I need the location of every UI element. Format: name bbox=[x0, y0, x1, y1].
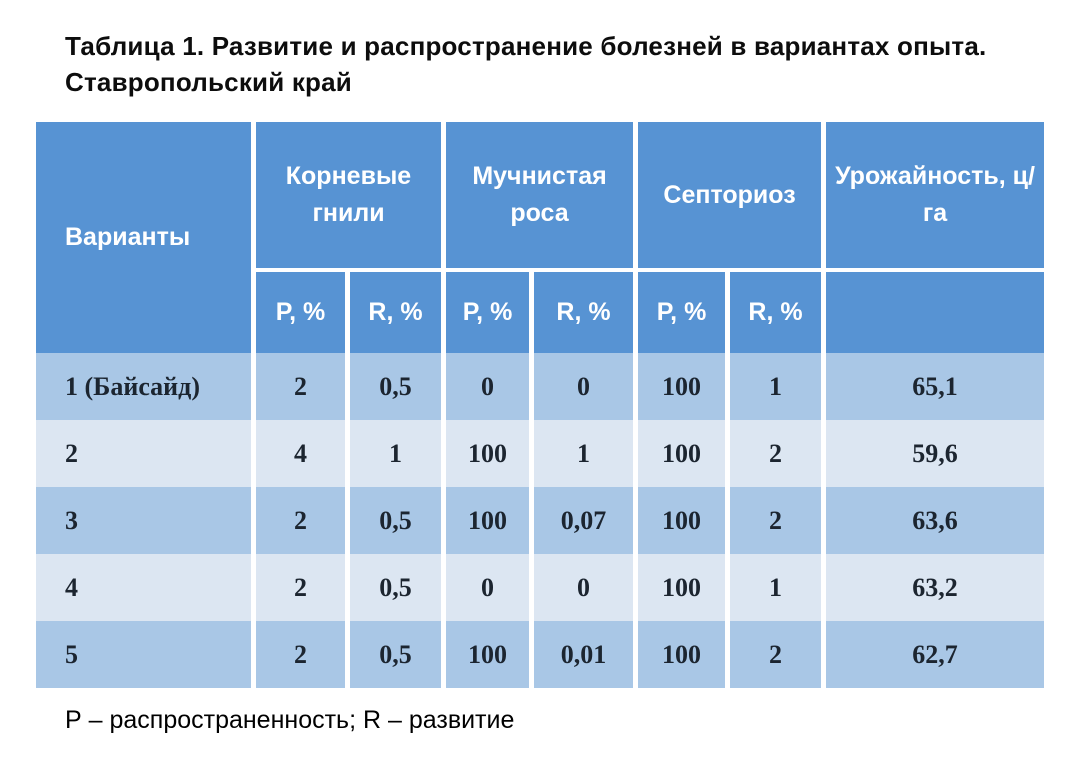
value-cell: 2 bbox=[256, 353, 350, 420]
table-row bbox=[36, 621, 1044, 688]
table-header bbox=[36, 122, 1044, 353]
table-title: Таблица 1. Развитие и распространение болезней в вариантах опыта. Ставропольский край bbox=[65, 31, 987, 97]
yield-cell: 63,6 bbox=[826, 487, 1044, 554]
value-cell: 0 bbox=[446, 554, 534, 621]
group-header-powdery-mildew: Мучнистая роса bbox=[446, 122, 638, 272]
subheader-empty-cell bbox=[826, 272, 1044, 353]
value-cell: 0,01 bbox=[534, 621, 638, 688]
value-cell: 2 bbox=[256, 621, 350, 688]
yield-cell: 65,1 bbox=[826, 353, 1044, 420]
table-body bbox=[36, 353, 1044, 688]
corner-header-variants: Варианты bbox=[36, 122, 256, 353]
value-cell: 2 bbox=[730, 621, 826, 688]
table-row bbox=[36, 487, 1044, 554]
subheader-powdery-mildew-r: R, % bbox=[534, 272, 638, 353]
value-cell: 0,5 bbox=[350, 353, 446, 420]
value-cell: 100 bbox=[638, 621, 730, 688]
footnote: Р – распространенность; R – развитие bbox=[65, 706, 515, 734]
table-row bbox=[36, 420, 1044, 487]
value-cell: 2 bbox=[730, 420, 826, 487]
value-cell: 100 bbox=[446, 487, 534, 554]
yield-cell: 59,6 bbox=[826, 420, 1044, 487]
value-cell: 1 bbox=[730, 353, 826, 420]
value-cell: 0,5 bbox=[350, 487, 446, 554]
value-cell: 100 bbox=[446, 621, 534, 688]
value-cell: 100 bbox=[638, 487, 730, 554]
variant-cell: 1 (Байсайд) bbox=[36, 353, 256, 420]
data-table bbox=[36, 122, 1044, 688]
variant-cell: 3 bbox=[36, 487, 256, 554]
group-header-root-rots: Корневые гнили bbox=[256, 122, 446, 272]
table-row bbox=[36, 353, 1044, 420]
value-cell: 2 bbox=[256, 554, 350, 621]
group-header-septoria: Септориоз bbox=[638, 122, 826, 272]
subheader-root-rots-r: R, % bbox=[350, 272, 446, 353]
value-cell: 0 bbox=[446, 353, 534, 420]
variant-cell: 2 bbox=[36, 420, 256, 487]
value-cell: 1 bbox=[534, 420, 638, 487]
subheader-powdery-mildew-p: P, % bbox=[446, 272, 534, 353]
value-cell: 4 bbox=[256, 420, 350, 487]
value-cell: 2 bbox=[256, 487, 350, 554]
value-cell: 0 bbox=[534, 353, 638, 420]
value-cell: 0 bbox=[534, 554, 638, 621]
value-cell: 100 bbox=[638, 420, 730, 487]
value-cell: 0,5 bbox=[350, 621, 446, 688]
table-row bbox=[36, 554, 1044, 621]
value-cell: 0,5 bbox=[350, 554, 446, 621]
value-cell: 100 bbox=[638, 554, 730, 621]
group-header-yield: Урожайность, ц/га bbox=[826, 122, 1044, 272]
group-header-row bbox=[36, 122, 1044, 272]
variant-cell: 4 bbox=[36, 554, 256, 621]
value-cell: 2 bbox=[730, 487, 826, 554]
subheader-root-rots-p: P, % bbox=[256, 272, 350, 353]
value-cell: 1 bbox=[350, 420, 446, 487]
yield-cell: 63,2 bbox=[826, 554, 1044, 621]
yield-cell: 62,7 bbox=[826, 621, 1044, 688]
value-cell: 100 bbox=[638, 353, 730, 420]
variant-cell: 5 bbox=[36, 621, 256, 688]
subheader-septoria-r: R, % bbox=[730, 272, 826, 353]
subheader-septoria-p: P, % bbox=[638, 272, 730, 353]
value-cell: 100 bbox=[446, 420, 534, 487]
value-cell: 1 bbox=[730, 554, 826, 621]
value-cell: 0,07 bbox=[534, 487, 638, 554]
